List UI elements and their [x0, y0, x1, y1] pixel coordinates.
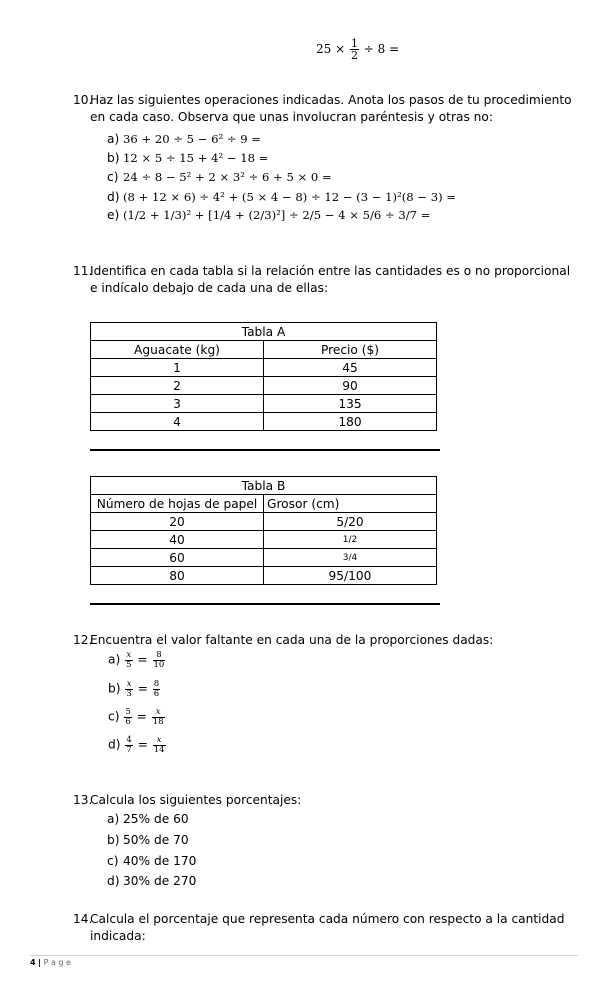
item-text: 40% de 170 — [123, 854, 197, 868]
question-number: 11. — [73, 264, 93, 278]
table-title: Tabla B — [91, 477, 437, 495]
table-cell: 60 — [91, 549, 264, 567]
question-text: Haz las siguientes operaciones indicadas. Anota los pasos de tu procedimiento en cada caso. Observa que unas involucran paréntesis y otras no: — [90, 93, 572, 124]
item-expression: 24 ÷ 8 − 5² + 2 × 3² ÷ 6 + 5 × 0 = — [123, 170, 332, 184]
frac-num: x — [152, 708, 165, 718]
question-number: 14. — [73, 912, 93, 926]
item-label: a) — [107, 812, 120, 826]
item-label: b) — [107, 833, 120, 847]
q12-item-b: b) $\frac{x}{3}$ = $\frac{8}{6}$ — [108, 679, 160, 699]
q10-item-b — [107, 151, 268, 165]
top-expr-right: ÷ 8 = — [363, 42, 400, 56]
frac-den: 3 — [126, 688, 132, 699]
table-cell: 135 — [264, 395, 437, 413]
item-text: 30% de 270 — [123, 874, 197, 888]
table-cell: 1 — [91, 359, 264, 377]
page-footer — [30, 958, 71, 967]
frac-den: 14 — [153, 744, 165, 755]
frac-num: 8 — [153, 651, 166, 661]
table-cell: 40 — [91, 531, 264, 549]
item-expression: 36 + 20 ÷ 5 − 6² ÷ 9 = — [123, 132, 262, 146]
item-expression: (8 + 12 × 6) ÷ 4² + (5 × 4 − 8) ÷ 12 − (3 − 1)²(8 − 3) = — [123, 190, 456, 204]
q13-item-b — [107, 833, 189, 847]
table-row — [91, 567, 437, 585]
item-label: c) — [107, 170, 119, 184]
q12-item-a: a) $\frac{x}{5}$ = $\frac{8}{10}$ — [108, 650, 165, 670]
question-14 — [73, 911, 578, 945]
table-row — [91, 359, 437, 377]
footer-divider — [30, 955, 578, 956]
top-expr-fraction — [350, 38, 359, 61]
table-cell: 90 — [264, 377, 437, 395]
item-label: d) — [107, 874, 120, 888]
question-text: Encuentra el valor faltante en cada una de la proporciones dadas: — [90, 633, 494, 647]
table-cell: 95/100 — [264, 567, 437, 585]
table-cell: 3/4 — [264, 549, 437, 567]
table-row — [91, 413, 437, 431]
frac-num: x — [153, 736, 166, 746]
frac-den: 10 — [153, 659, 165, 670]
table-row — [91, 513, 437, 531]
q12-item-d: d) $\frac{4}{7}$ = $\frac{x}{14}$ — [108, 735, 165, 755]
footer-separator: | — [38, 958, 42, 967]
table-cell: 20 — [91, 513, 264, 531]
table-cell: 3 — [91, 395, 264, 413]
q13-item-a — [107, 812, 189, 826]
q10-item-e — [107, 208, 430, 222]
item-text: 50% de 70 — [123, 833, 189, 847]
table-row — [91, 377, 437, 395]
table-b — [90, 476, 437, 585]
table-cell: 80 — [91, 567, 264, 585]
q10-item-a — [107, 132, 261, 146]
item-label: c) — [107, 854, 119, 868]
question-number: 10. — [73, 93, 93, 107]
frac-den: 2 — [350, 49, 358, 62]
item-label: d) — [107, 190, 120, 204]
table-row — [91, 395, 437, 413]
frac-num: 1 — [350, 37, 358, 50]
answer-line-b — [90, 603, 440, 605]
frac-num: 8 — [153, 679, 160, 689]
item-text: 25% de 60 — [123, 812, 189, 826]
question-13 — [73, 792, 578, 809]
q13-item-d — [107, 874, 196, 888]
table-row — [91, 549, 437, 567]
item-expression: (1/2 + 1/3)² + [1/4 + (2/3)²] ÷ 2/5 − 4 × 5/6 ÷ 3/7 = — [123, 208, 431, 222]
table-header: Grosor (cm) — [264, 495, 437, 513]
top-expression — [316, 38, 399, 61]
q13-item-c — [107, 854, 196, 868]
table-header: Aguacate (kg) — [91, 341, 264, 359]
page-number: 4 — [30, 958, 36, 967]
table-row — [91, 531, 437, 549]
frac-den: 5 — [126, 659, 132, 670]
frac-den: 18 — [152, 716, 164, 727]
item-label: d) — [108, 737, 121, 752]
item-label: b) — [107, 151, 120, 165]
table-cell: 2 — [91, 377, 264, 395]
top-expr-left: 25 × — [316, 42, 346, 56]
table-header: Número de hojas de papel — [91, 495, 264, 513]
item-label: a) — [107, 132, 120, 146]
question-10 — [73, 92, 578, 126]
question-number: 13. — [73, 793, 93, 807]
frac-den: 6 — [153, 688, 160, 699]
table-cell: 4 — [91, 413, 264, 431]
q10-item-d — [107, 190, 456, 204]
frac-den: 7 — [126, 744, 132, 755]
item-label: c) — [108, 709, 120, 724]
table-cell: 5/20 — [264, 513, 437, 531]
table-a — [90, 322, 437, 431]
item-label: a) — [108, 652, 121, 667]
frac-num: 5 — [125, 707, 131, 717]
question-text: Calcula el porcentaje que representa cada número con respecto a la cantidad indicada: — [90, 912, 565, 943]
item-label: e) — [107, 208, 120, 222]
frac-num: 4 — [126, 735, 132, 745]
question-text: Identifica en cada tabla si la relación entre las cantidades es o no proporcional e indícalo debajo de cada una de ellas: — [90, 264, 571, 295]
table-cell: 180 — [264, 413, 437, 431]
table-cell: 1/2 — [264, 531, 437, 549]
item-label: b) — [108, 681, 121, 696]
footer-label: P a g e — [43, 958, 71, 967]
frac-num: x — [126, 650, 132, 660]
answer-line-a — [90, 449, 440, 451]
q12-item-c: c) $\frac{5}{6}$ = $\frac{x}{18}$ — [108, 707, 164, 727]
item-expression: 12 × 5 ÷ 15 + 4² − 18 = — [123, 151, 269, 165]
question-12 — [73, 632, 578, 649]
table-title: Tabla A — [91, 323, 437, 341]
table-cell: 45 — [264, 359, 437, 377]
frac-den: 6 — [125, 716, 131, 727]
question-number: 12. — [73, 633, 93, 647]
question-11 — [73, 263, 578, 297]
question-text: Calcula los siguientes porcentajes: — [90, 793, 302, 807]
frac-num: x — [126, 679, 132, 689]
q10-item-c — [107, 170, 332, 184]
table-header: Precio ($) — [264, 341, 437, 359]
